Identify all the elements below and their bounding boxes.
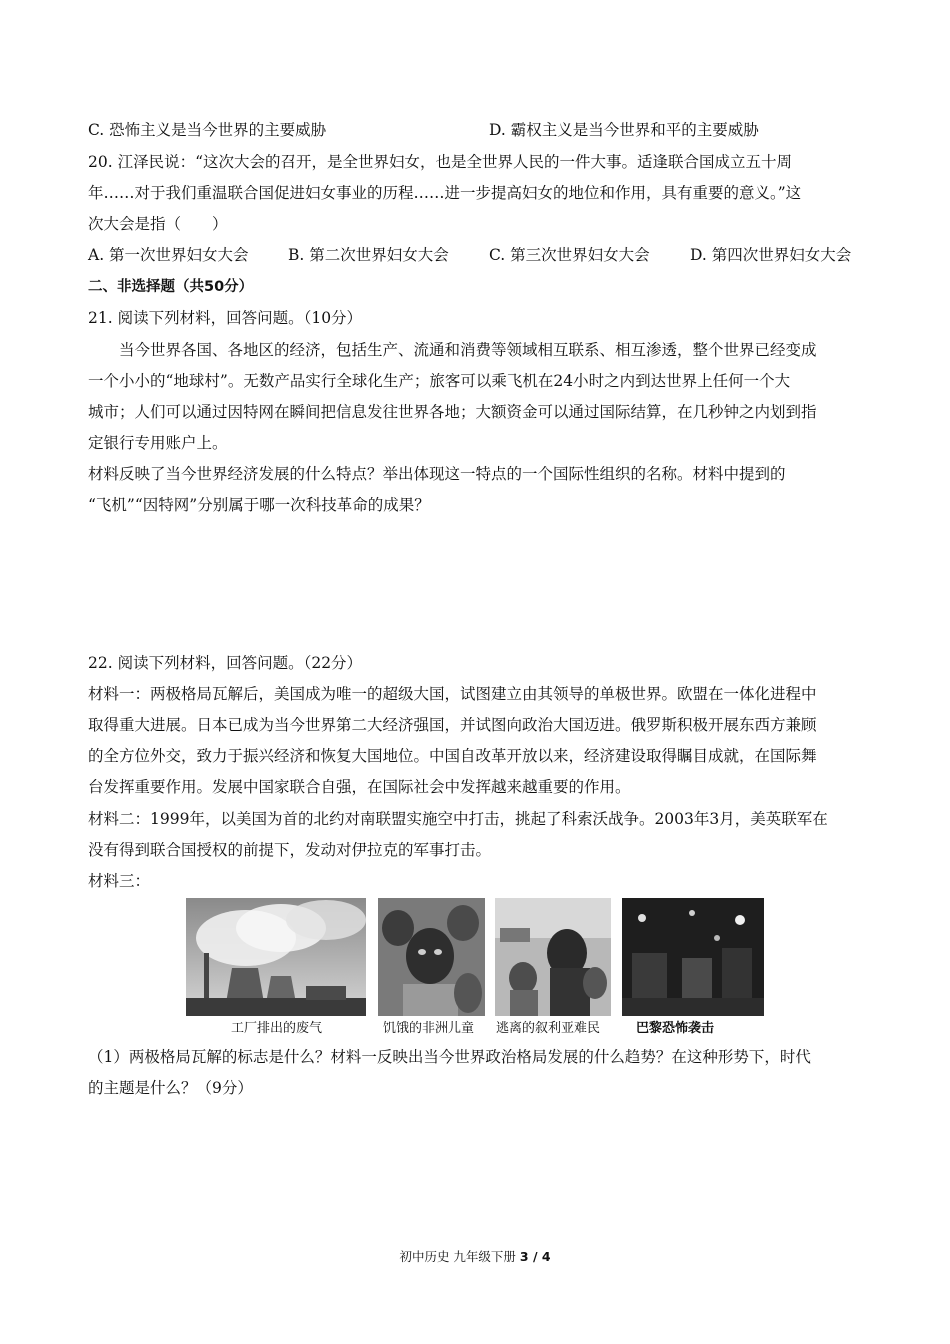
q20-option-d: D. 第四次世界妇女大会 bbox=[690, 246, 852, 264]
q19-option-c: C. 恐怖主义是当今世界的主要威胁 bbox=[88, 121, 327, 139]
q21-question-line-1: 材料反映了当今世界经济发展的什么特点？举出体现这一特点的一个国际性组织的名称。材料中提到的 bbox=[88, 465, 786, 483]
photo-caption-2: 饥饿的非洲儿童 bbox=[383, 1021, 475, 1036]
q21-question-line-2: “飞机”“因特网”分别属于哪一次科技革命的成果？ bbox=[88, 496, 430, 514]
q22-sub1-line-1: （1）两极格局瓦解的标志是什么？材料一反映出当今世界政治格局发展的什么趋势？在这种形势下，时代 bbox=[88, 1048, 811, 1066]
q22-heading: 22. 阅读下列材料，回答问题。（22分） bbox=[88, 654, 363, 672]
q21-material-line-2: 一个小小的“地球村”。无数产品实行全球化生产；旅客可以乘飞机在24小时之内到达世界上任何一个大 bbox=[88, 372, 791, 390]
q21-material-line-3: 城市；人们可以通过因特网在瞬间把信息发往世界各地；大额资金可以通过国际结算，在几秒钟之内划到指 bbox=[88, 403, 817, 421]
q22-material3-label: 材料三： bbox=[88, 872, 151, 890]
q22-material1-line-1: 材料一：两极格局瓦解后，美国成为唯一的超级大国，试图建立由其领导的单极世界。欧盟在一体化进程中 bbox=[88, 685, 817, 703]
section-title: 二、非选择题（共50分） bbox=[88, 279, 254, 295]
q19-option-d: D. 霸权主义是当今世界和平的主要威胁 bbox=[489, 121, 759, 139]
q20-option-a: A. 第一次世界妇女大会 bbox=[88, 246, 249, 264]
photo-caption-1: 工厂排出的废气 bbox=[231, 1021, 323, 1036]
photo-caption-4: 巴黎恐怖袭击 bbox=[636, 1021, 715, 1036]
terror-attack-photo bbox=[622, 898, 764, 1016]
page-number: 3 / 4 bbox=[519, 1249, 551, 1264]
q21-heading: 21. 阅读下列材料，回答问题。（10分） bbox=[88, 309, 363, 327]
q20-stem-line-2: 年……对于我们重温联合国促进妇女事业的历程……进一步提高妇女的地位和作用，具有重要的意义。”这 bbox=[88, 184, 802, 202]
q20-option-b: B. 第二次世界妇女大会 bbox=[288, 246, 449, 264]
q20-stem-line-3: 次大会是指（ ） bbox=[88, 215, 228, 233]
hungry-children-photo bbox=[378, 898, 485, 1016]
photo-caption-3: 逃离的叙利亚难民 bbox=[496, 1021, 601, 1036]
q22-sub1-line-2: 的主题是什么？（9分） bbox=[88, 1079, 253, 1097]
q21-material-line-4: 定银行专用账户上。 bbox=[88, 434, 228, 452]
q22-material1-line-2: 取得重大进展。日本已成为当今世界第二大经济强国，并试图向政治大国迈进。俄罗斯积极开展东西方兼顾 bbox=[88, 716, 817, 734]
q22-material1-line-4: 台发挥重要作用。发展中国家联合自强，在国际社会中发挥越来越重要的作用。 bbox=[88, 778, 631, 796]
page-footer bbox=[0, 1247, 950, 1265]
footer-text: 初中历史 九年级下册 bbox=[399, 1249, 520, 1264]
q22-material2-line-1: 材料二：1999年，以美国为首的北约对南联盟实施空中打击，挑起了科索沃战争。2003年3月，美英联军在 bbox=[88, 810, 828, 828]
q22-material1-line-3: 的全方位外交，致力于振兴经济和恢复大国地位。中国自改革开放以来，经济建设取得瞩目成就，在国际舞 bbox=[88, 747, 817, 765]
refugees-photo bbox=[495, 898, 611, 1016]
q20-stem-line-1: 20. 江泽民说：“这次大会的召开，是全世界妇女，也是全世界人民的一件大事。适逢联合国成立五十周 bbox=[88, 153, 793, 171]
q21-material-line-1: 当今世界各国、各地区的经济，包括生产、流通和消费等领域相互联系、相互渗透，整个世界已经变成 bbox=[88, 341, 817, 359]
q20-option-c: C. 第三次世界妇女大会 bbox=[489, 246, 650, 264]
q22-material2-line-2: 没有得到联合国授权的前提下，发动对伊拉克的军事打击。 bbox=[88, 841, 492, 859]
factory-smoke-photo bbox=[186, 898, 366, 1016]
